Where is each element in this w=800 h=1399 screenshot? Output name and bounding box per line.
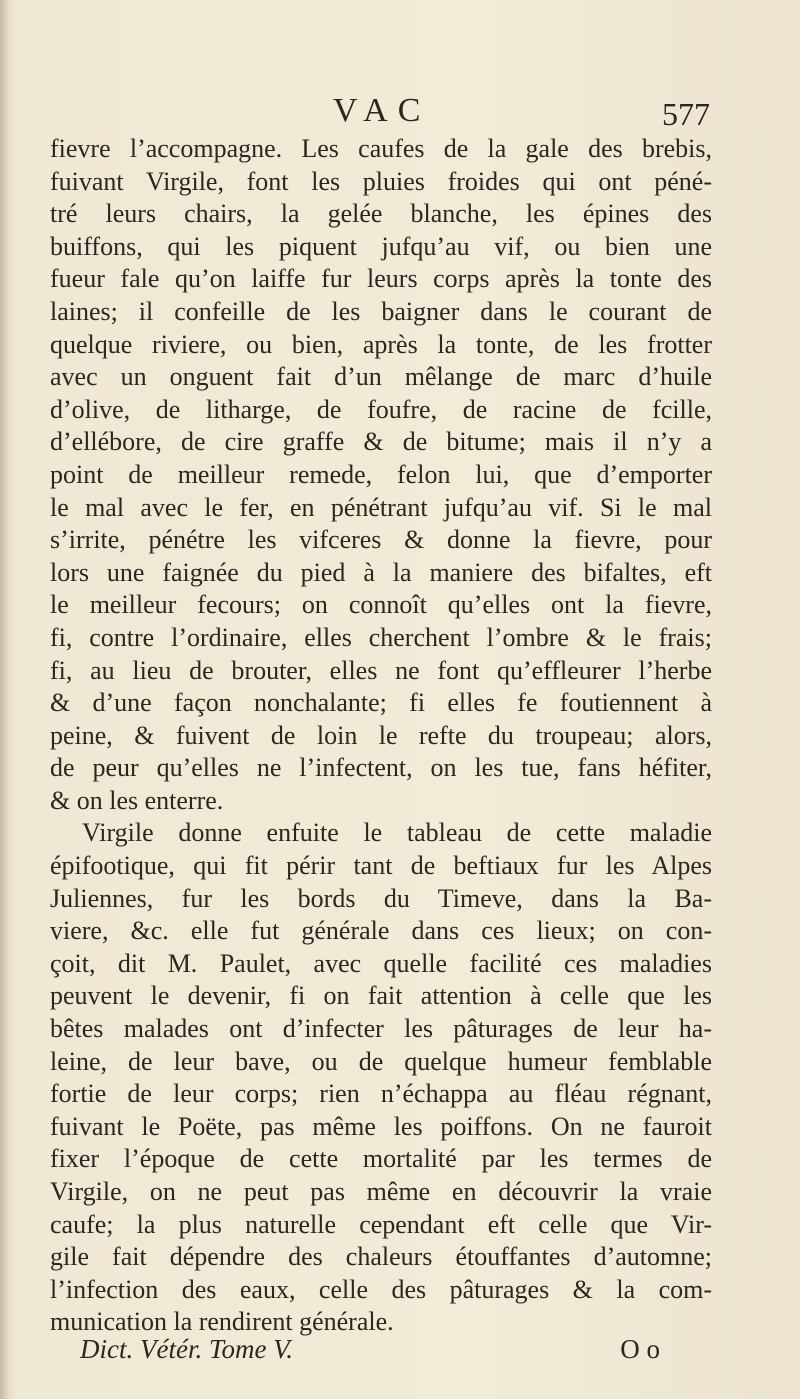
signature-title: Dict. Vétér. Tome V. [80, 1334, 293, 1364]
text-line: fortie de leur corps; rien n’échappa au fléau régnant, [50, 1079, 712, 1109]
text-line: s’irrite, pénétre les vifceres & donne la fievre, pour [50, 525, 712, 555]
text-line: Juliennes, fur les bords du Timeve, dans la Ba- [50, 883, 712, 913]
text-line: caufe; la plus naturelle cependant eft celle que Vir- [50, 1209, 712, 1239]
text-line: le meilleur fecours; on connoît qu’elles ont la fievre, [50, 590, 712, 620]
text-line: avec un onguent fait d’un mêlange de marc d’huile [50, 362, 712, 392]
text-line: bêtes malades ont d’infecter les pâturages de leur ha- [50, 1014, 712, 1044]
text-line: peine, & fuivent de loin le refte du troupeau; alors, [50, 720, 712, 750]
page-footer [60, 1334, 660, 1374]
text-line: d’ellébore, de cire graffe & de bitume; mais il n’y a [50, 427, 712, 457]
text-line: fievre l’accompagne. Les caufes de la gale des brebis, [50, 134, 712, 163]
text-line: lors une faignée du pied à la maniere des bifaltes, eft [50, 557, 712, 587]
text-line: peuvent le devenir, fi on fait attention à celle que les [50, 981, 712, 1011]
text-line: Virgile, on ne peut pas même en découvrir la vraie [50, 1177, 712, 1206]
text-line: & d’une façon nonchalante; fi elles fe foutiennent à [50, 688, 712, 718]
text-line: leine, de leur bave, ou de quelque humeur femblable [50, 1046, 712, 1076]
text-line: point de meilleur remede, felon lui, que d’emporter [50, 459, 712, 489]
body-text [50, 133, 712, 1339]
signature-mark: O o [620, 1334, 660, 1364]
page-number: 577 [662, 96, 710, 132]
text-line: fueur fale qu’on laiffe fur leurs corps après la tonte des [50, 264, 712, 294]
text-line: le mal avec le fer, en pénétrant jufqu’au vif. Si le mal [50, 492, 712, 522]
text-line: fuivant le Poëte, pas même les poiffons. On ne fauroit [50, 1111, 712, 1141]
text-line: laines; il confeille de les baigner dans le courant de [50, 296, 712, 326]
text-line: épifootique, qui fit périr tant de beftiaux fur les Alpes [50, 851, 712, 881]
paragraph-start-line: Virgile donne enfuite le tableau de cette maladie [82, 818, 712, 848]
text-line: quelque riviere, ou bien, après la tonte, de les frotter [50, 329, 712, 359]
text-line: buiffons, qui les piquent jufqu’au vif, ou bien une [50, 231, 712, 261]
paragraph-end-line: munication la rendirent générale. [50, 1307, 394, 1337]
text-line: tré leurs chairs, la gelée blanche, les épines des [50, 199, 712, 229]
text-line: de peur qu’elles ne l’infectent, on les tue, fans héfiter, [50, 753, 712, 783]
text-line: d’olive, de litharge, de foufre, de racine de fcille, [50, 394, 712, 424]
text-line: l’infection des eaux, celle des pâturages & la com- [50, 1274, 712, 1304]
text-line: viere, &c. elle fut générale dans ces lieux; on con- [50, 916, 712, 946]
paragraph-end-line: & on les enterre. [50, 785, 224, 815]
text-line: fuivant Virgile, font les pluies froides qui ont péné- [50, 166, 712, 196]
running-head: VAC [333, 92, 431, 129]
text-line: fixer l’époque de cette mortalité par les termes de [50, 1144, 712, 1174]
text-line: gile fait dépendre des chaleurs étouffantes d’automne; [50, 1242, 712, 1272]
page-gutter-shadow [0, 0, 10, 1399]
text-line: fi, contre l’ordinaire, elles cherchent l’ombre & le frais; [50, 622, 712, 652]
text-line: çoit, dit M. Paulet, avec quelle facilité ces maladies [50, 948, 712, 978]
text-line: fi, au lieu de brouter, elles ne font qu’effleurer l’herbe [50, 655, 712, 685]
page-header [50, 92, 710, 132]
